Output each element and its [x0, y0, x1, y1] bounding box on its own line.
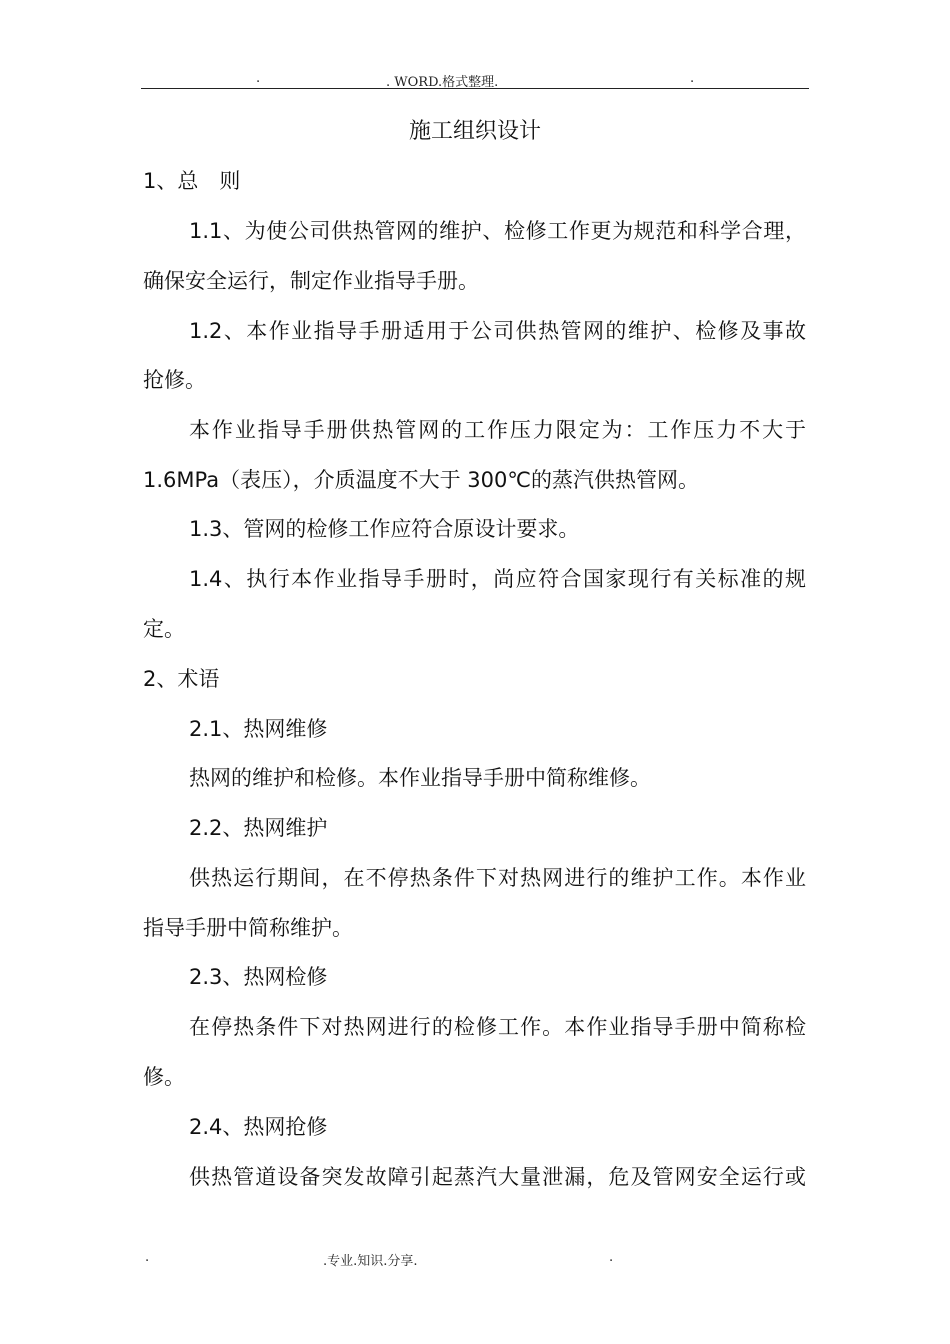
footer-right-dot: . [609, 1250, 614, 1265]
subsection-heading: 2.2、热网维护 [189, 816, 328, 840]
paragraph-line: 1.2、本作业指导手册适用于公司供热管网的维护、检修及事故 [189, 319, 806, 343]
paragraph-line: 供热运行期间，在不停热条件下对热网进行的维护工作。本作业 [189, 866, 806, 890]
paragraph-line: 在停热条件下对热网进行的检修工作。本作业指导手册中简称检 [189, 1015, 806, 1039]
paragraph-line: 指导手册中简称维护。 [143, 916, 353, 940]
section-heading: 1、总 则 [143, 169, 241, 193]
header-rule [141, 88, 809, 89]
subsection-heading: 2.1、热网维修 [189, 717, 328, 741]
paragraph-line: 1.3、管网的检修工作应符合原设计要求。 [189, 517, 580, 541]
paragraph-line: 热网的维护和检修。本作业指导手册中简称维修。 [189, 766, 651, 790]
paragraph-line: 供热管道设备突发故障引起蒸汽大量泄漏，危及管网安全运行或 [189, 1165, 806, 1189]
section-heading: 2、术语 [143, 667, 220, 691]
subsection-heading: 2.3、热网检修 [189, 965, 328, 989]
paragraph-line: 抢修。 [143, 368, 206, 392]
header-center-text: . WORD.格式整理. [386, 75, 499, 90]
paragraph-line: 修。 [143, 1065, 185, 1089]
footer-center-text: .专业.知识.分享. [323, 1254, 418, 1269]
paragraph-line: 定。 [143, 617, 185, 641]
paragraph-line: 1.6MPa（表压），介质温度不大于 300℃的蒸汽供热管网。 [143, 468, 699, 492]
header-left-dot: . [256, 71, 261, 86]
header-right-dot: . [690, 71, 695, 86]
paragraph-line: 1.1、为使公司供热管网的维护、检修工作更为规范和科学合理， [189, 219, 806, 243]
subsection-heading: 2.4、热网抢修 [189, 1115, 328, 1139]
paragraph-line: 1.4、执行本作业指导手册时，尚应符合国家现行有关标准的规 [189, 567, 806, 591]
paragraph-line: 本作业指导手册供热管网的工作压力限定为：工作压力不大于 [189, 418, 806, 442]
paragraph-line: 确保安全运行，制定作业指导手册。 [143, 269, 479, 293]
footer-left-dot: . [145, 1250, 150, 1265]
document-title: 施工组织设计 [408, 119, 541, 144]
